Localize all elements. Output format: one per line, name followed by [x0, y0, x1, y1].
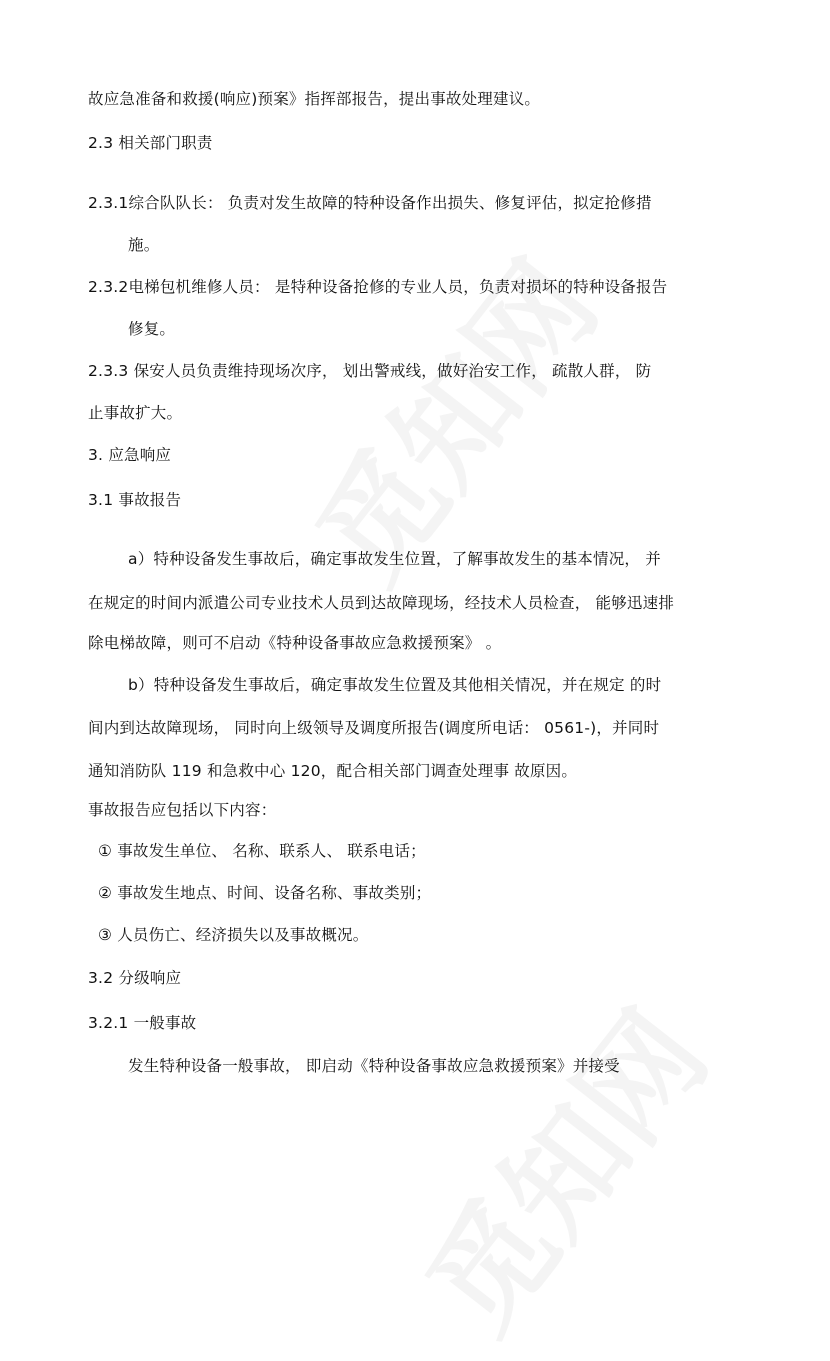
paragraph-line: 施。 [128, 236, 160, 254]
paragraph-line: 2.3.3 保安人员负责维持现场次序， 划出警戒线，做好治安工作， 疏散人群， 防 [88, 362, 652, 380]
list-item: ③ 人员伤亡、经济损失以及事故概况。 [98, 926, 369, 944]
watermark [381, 971, 738, 1361]
section-heading: 3. 应急响应 [88, 446, 172, 464]
paragraph-line: 事故报告应包括以下内容： [88, 801, 277, 819]
paragraph-line: b）特种设备发生事故后，确定事故发生位置及其他相关情况，并在规定 的时 [128, 676, 662, 694]
section-heading: 3.2 分级响应 [88, 969, 182, 987]
paragraph-line: 止事故扩大。 [88, 404, 183, 422]
section-heading: 3.1 事故报告 [88, 491, 182, 509]
paragraph-line: 2.3.1综合队队长： 负责对发生故障的特种设备作出损失、修复评估，拟定抢修措 [88, 194, 652, 212]
paragraph-line: 间内到达故障现场， 同时向上级领导及调度所报告(调度所电话： 0561-)，并同时 [88, 719, 660, 737]
paragraph-line: 通知消防队 119 和急救中心 120，配合相关部门调查处理事 故原因。 [88, 762, 578, 780]
paragraph-line: 在规定的时间内派遣公司专业技术人员到达故障现场，经技术人员检查， 能够迅速排 [88, 594, 675, 612]
paragraph-line: 故应急准备和救援(响应)预案》指挥部报告，提出事故处理建议。 [88, 90, 541, 108]
paragraph-line: a）特种设备发生事故后，确定事故发生位置，了解事故发生的基本情况， 并 [128, 550, 661, 568]
section-heading: 2.3 相关部门职责 [88, 134, 213, 152]
paragraph-line: 2.3.2电梯包机维修人员： 是特种设备抢修的专业人员，负责对损坏的特种设备报告 [88, 278, 668, 296]
paragraph-line: 修复。 [128, 320, 176, 338]
paragraph-line: 除电梯故障，则可不启动《特种设备事故应急救援预案》 。 [88, 634, 502, 652]
list-item: ② 事故发生地点、时间、设备名称、事故类别； [98, 884, 432, 902]
list-item: ① 事故发生单位、 名称、联系人、 联系电话； [98, 842, 426, 860]
section-heading: 3.2.1 一般事故 [88, 1014, 197, 1032]
paragraph-line: 发生特种设备一般事故， 即启动《特种设备事故应急救援预案》并接受 [128, 1057, 620, 1075]
